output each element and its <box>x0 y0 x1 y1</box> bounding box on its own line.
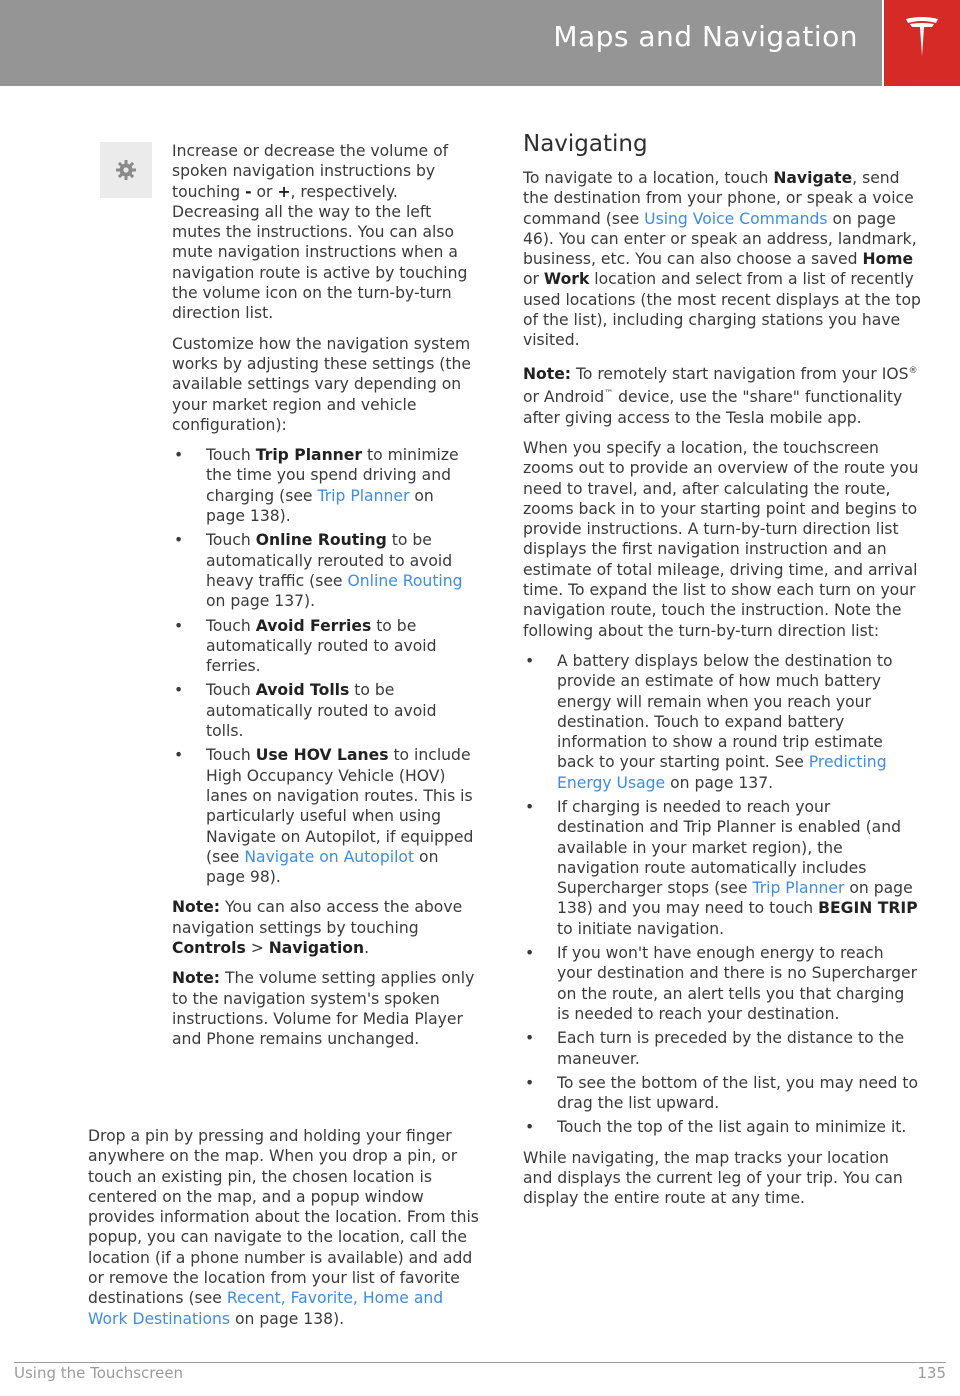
list-item: • Each turn is preceded by the distance to the maneuver. <box>523 1028 921 1069</box>
voice-commands-link[interactable]: Using Voice Commands <box>644 209 828 228</box>
volume-paragraph: Increase or decrease the volume of spoken navigation instructions by touching - or +, respectively. Decreasing all the way to the left mutes the instructions. You can also mute navigation instructions when a navigation route is active by touching the volume icon on the turn-by-turn direction list. <box>172 142 468 323</box>
online-routing-link[interactable]: Online Routing <box>347 571 463 590</box>
settings-icon-box <box>100 142 152 198</box>
list-item: • Touch Trip Planner to minimize the time you spend driving and charging (see Trip Planner on page 138). <box>172 445 477 526</box>
left-column <box>172 141 477 1059</box>
tracking-paragraph: While navigating, the map tracks your location and displays the current leg of your trip. You can display the entire route at any time. <box>523 1148 903 1208</box>
drop-pin-paragraph: Drop a pin by pressing and holding your finger anywhere on the map. When you drop a pin, or touch an existing pin, the chosen location is centered on the map, and a popup window provides information about the location. From this popup, you can navigate to the location, call the location (if a phone number is available) and add or remove the location from your list of favorite destinations (see Recent, Favorite, Home and Work Destinations on page 138). <box>88 1127 479 1328</box>
page-number: 135 <box>917 1364 946 1382</box>
trip-planner-link[interactable]: Trip Planner <box>752 879 845 898</box>
page-header <box>0 0 882 86</box>
trip-planner-link[interactable]: Trip Planner <box>317 486 410 505</box>
brand-logo <box>884 0 960 86</box>
right-column <box>523 130 921 1219</box>
destinations-link[interactable]: Recent, Favorite, Home and Work Destinations <box>88 1289 444 1328</box>
note-paragraph: Note: The volume setting applies only to the navigation system's spoken instructions. Volume for Media Player and Phone remains unchanged. <box>172 969 475 1049</box>
page-title: Maps and Navigation <box>553 20 858 53</box>
tesla-logo-icon <box>905 16 939 58</box>
list-item: • To see the bottom of the list, you may need to drag the list upward. <box>523 1073 921 1114</box>
route-paragraph: When you specify a location, the touchscreen zooms out to provide an overview of the route you need to travel, and, after calculating the route, zooms back in to your starting point and begins to provide instructions. A turn-by-turn direction list displays the first navigation instruction and an estimate of total mileage, driving time, and arrival time. To expand the list to show each turn on your navigation route, touch the instruction. Note the following about the turn-by-turn direction list: <box>523 438 919 640</box>
list-item: • If charging is needed to reach your destination and Trip Planner is enabled (and available in your market region), the navigation route automatically includes Supercharger stops (see Trip Planner on page 138) and you may need to touch BEGIN TRIP to initiate navigation. <box>523 797 921 939</box>
list-item: • If you won't have enough energy to reach your destination and there is no Supercharger on the route, an alert tells you that charging is needed to reach your destination. <box>523 943 921 1024</box>
footer-section: Using the Touchscreen <box>14 1364 184 1382</box>
turn-list-notes <box>523 651 921 1138</box>
list-item: • Touch Avoid Tolls to be automatically routed to avoid tolls. <box>172 680 477 741</box>
note-paragraph: Note: You can also access the above navigation settings by touching Controls > Navigation. <box>172 898 463 957</box>
footer-divider <box>14 1362 946 1363</box>
predicting-energy-link[interactable]: Predicting Energy Usage <box>557 753 887 792</box>
list-item: • Touch Avoid Ferries to be automatically routed to avoid ferries. <box>172 616 477 677</box>
list-item: • Touch Online Routing to be automatically rerouted to avoid heavy traffic (see Online Routing on page 137). <box>172 530 477 611</box>
list-item: • Touch the top of the list again to minimize it. <box>523 1117 921 1137</box>
note-paragraph: Note: To remotely start navigation from your IOS® or Android™ device, use the "share" functionality after giving access to the Tesla mobile app. <box>523 364 918 427</box>
navigate-paragraph: To navigate to a location, touch Navigate, send the destination from your phone, or speak a voice command (see Using Voice Commands on page 46). You can enter or speak an address, landmark, business, etc. You can also choose a saved Home or Work location and select from a list of recently used locations (the most recent displays at the top of the list), including charging stations you have visited. <box>523 169 921 350</box>
customize-paragraph: Customize how the navigation system works by adjusting these settings (the available settings vary depending on your market region and vehicle configuration): <box>172 334 471 434</box>
gear-icon <box>114 158 138 182</box>
list-item: • Touch Use HOV Lanes to include High Occupancy Vehicle (HOV) lanes on navigation routes. This is particularly useful when using Navigate on Autopilot, if equipped (see Navigate on Autopilot on page 98). <box>172 745 477 887</box>
navigate-on-autopilot-link[interactable]: Navigate on Autopilot <box>244 847 415 866</box>
list-item: • A battery displays below the destination to provide an estimate of how much battery energy will remain when you reach your destination. Touch to expand battery information to show a round trip estimate back to your starting point. See Predicting Energy Usage on page 137. <box>523 651 921 793</box>
section-heading: Navigating <box>523 131 648 157</box>
settings-list <box>172 445 477 887</box>
